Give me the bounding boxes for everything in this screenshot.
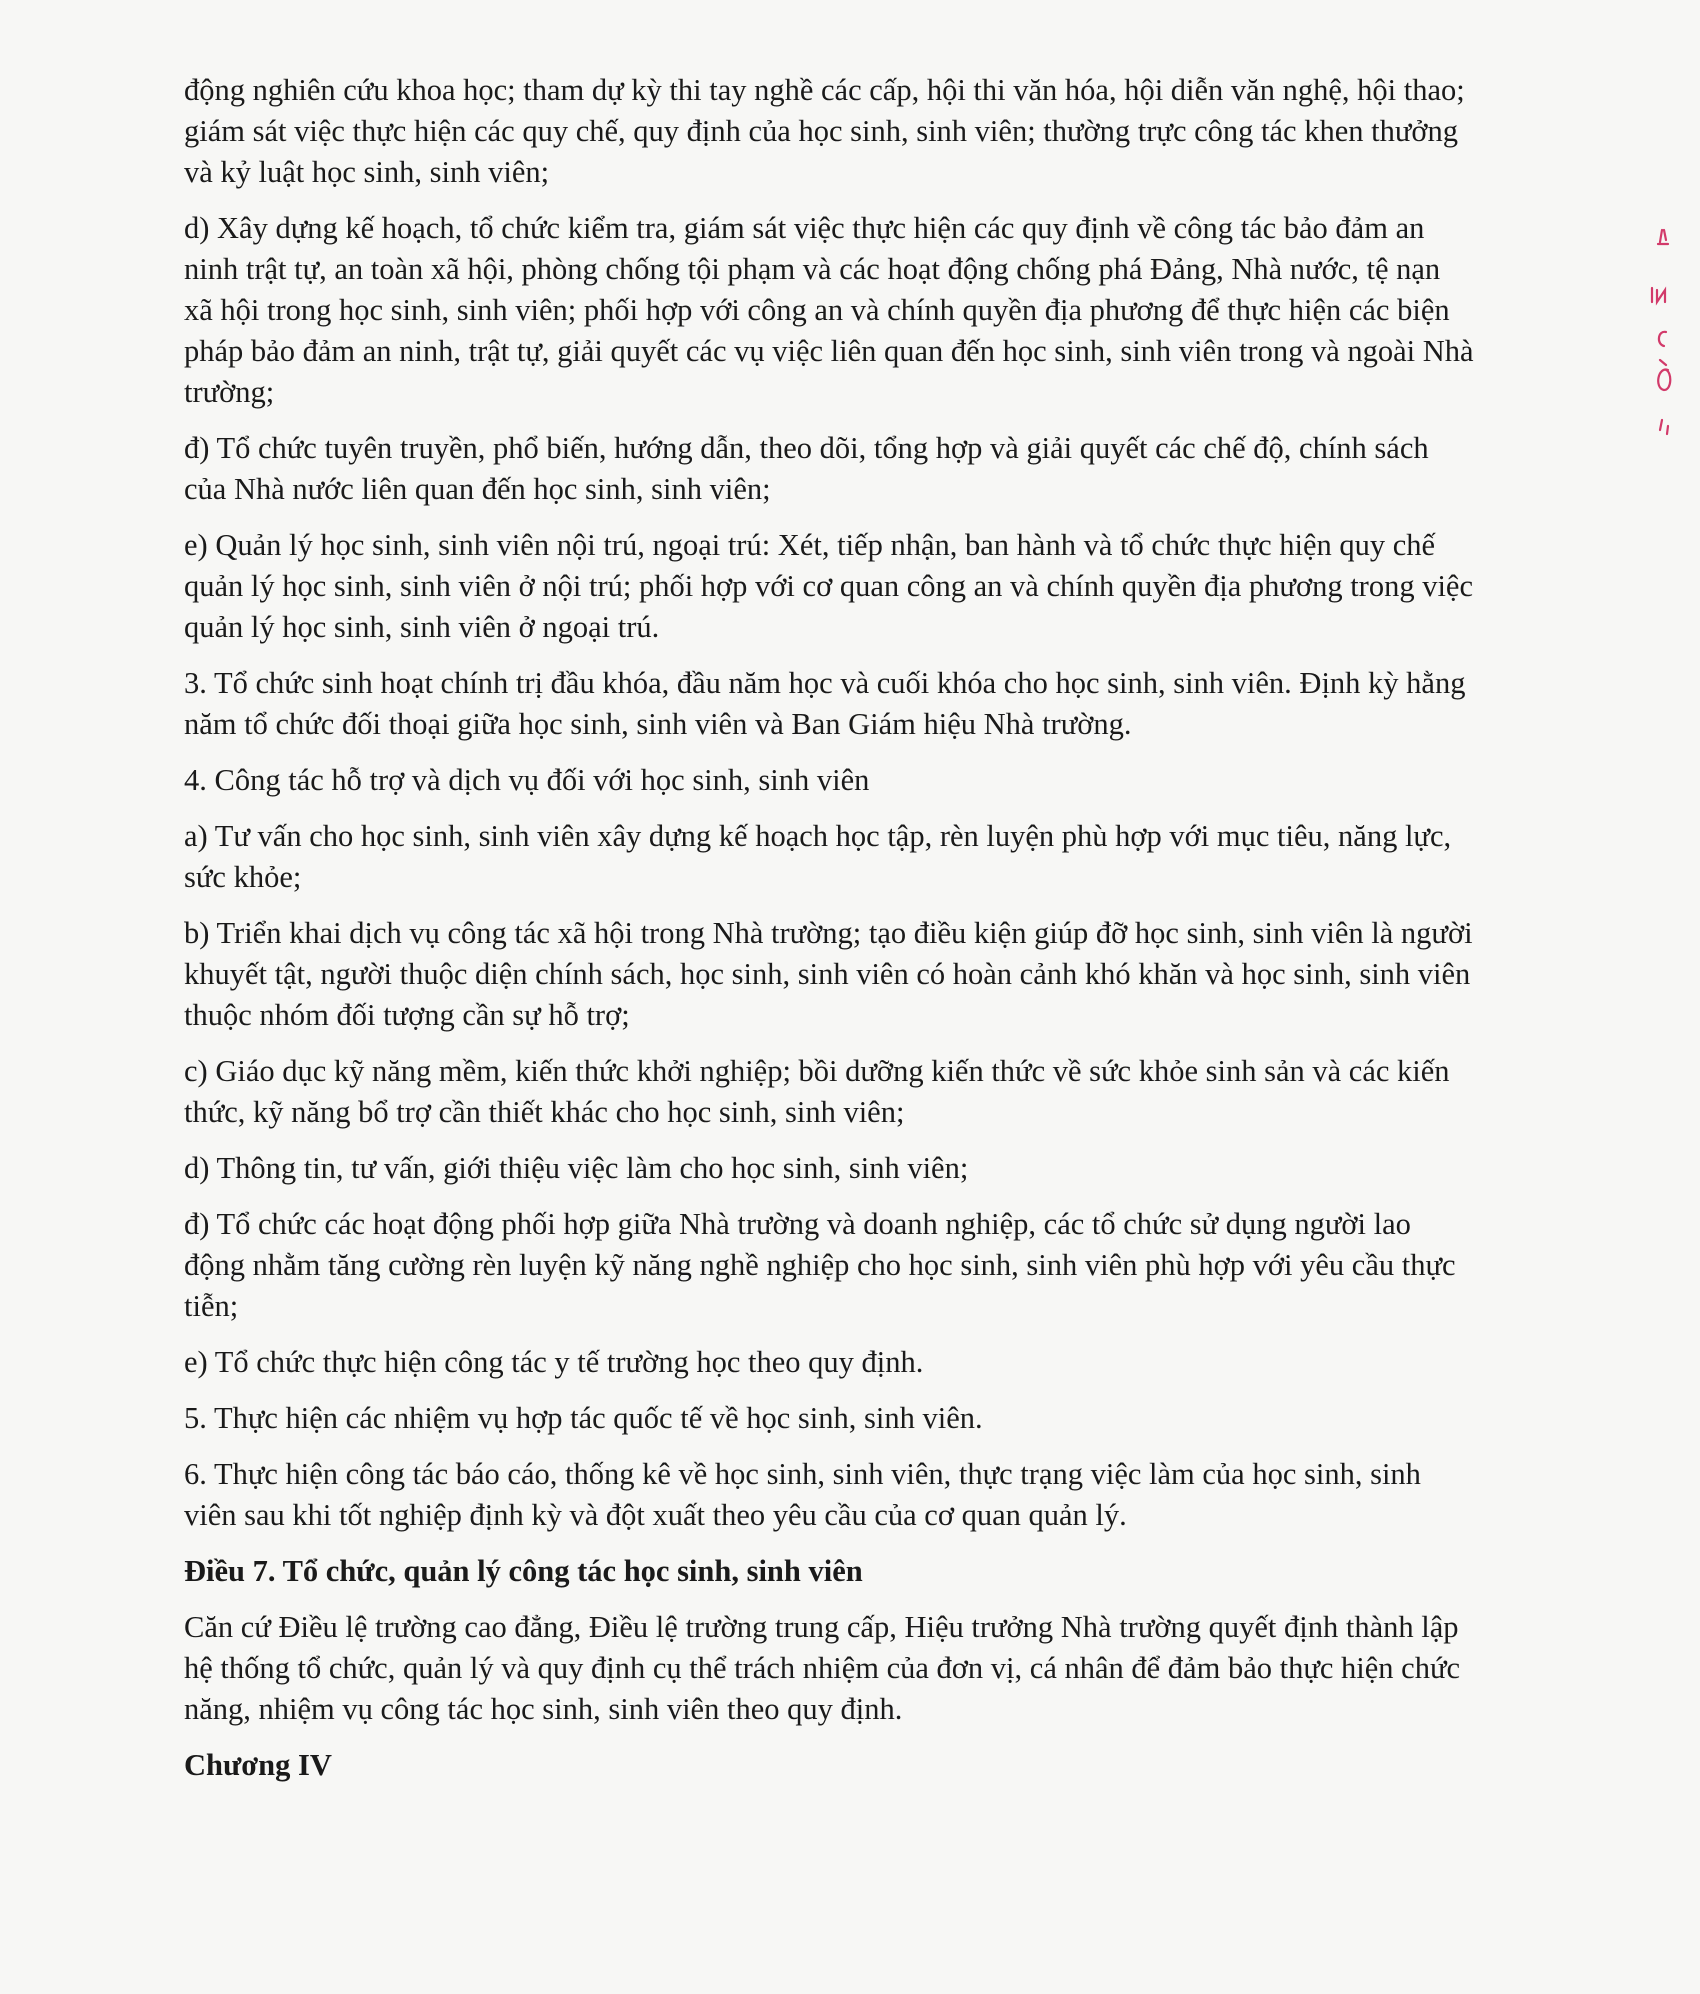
document-body [184,70,1474,1801]
paragraph-section-4: 4. Công tác hỗ trợ và dịch vụ đối với học sinh, sinh viên [184,763,870,797]
paragraph-item-b-social-work: b) Triển khai dịch vụ công tác xã hội trong Nhà trường; tạo điều kiện giúp đỡ học sinh, sinh viên là người khuyết tật, người thuộc diện chính sách, học sinh, sinh viên có hoàn cảnh khó khăn và học sinh, sinh viên thuộc nhóm đối tượng cần sự hỗ trợ; [184,916,1473,1032]
paragraph-section-6: 6. Thực hiện công tác báo cáo, thống kê về học sinh, sinh viên, thực trạng việc làm của học sinh, sinh viên sau khi tốt nghiệp định kỳ và đột xuất theo yêu cầu của cơ quan quản lý. [184,1457,1421,1532]
paragraph-item-dd-policy: đ) Tổ chức tuyên truyền, phổ biến, hướng dẫn, theo dõi, tổng hợp và giải quyết các chế độ, chính sách của Nhà nước liên quan đến học sinh, sinh viên; [184,431,1429,506]
paragraph-item-a-advising: a) Tư vấn cho học sinh, sinh viên xây dựng kế hoạch học tập, rèn luyện phù hợp với mục tiêu, năng lực, sức khỏe; [184,819,1452,894]
paragraph-item-e-residence: e) Quản lý học sinh, sinh viên nội trú, ngoại trú: Xét, tiếp nhận, ban hành và tổ chức thực hiện quy chế quản lý học sinh, sinh viên ở nội trú; phối hợp với cơ quan công an và chính quyền địa phương trong việc quản lý học sinh, sinh viên ở ngoại trú. [184,528,1473,644]
paragraph-item-d-employment: d) Thông tin, tư vấn, giới thiệu việc làm cho học sinh, sinh viên; [184,1151,969,1185]
paragraph-item-c-soft-skills: c) Giáo dục kỹ năng mềm, kiến thức khởi nghiệp; bồi dưỡng kiến thức về sức khỏe sinh sản và các kiến thức, kỹ năng bổ trợ cần thiết khác cho học sinh, sinh viên; [184,1054,1450,1129]
paragraph-section-3: 3. Tổ chức sinh hoạt chính trị đầu khóa, đầu năm học và cuối khóa cho học sinh, sinh viên. Định kỳ hằng năm tổ chức đối thoại giữa học sinh, sinh viên và Ban Giám hiệu Nhà trường. [184,666,1466,741]
paragraph-item-e-health: e) Tổ chức thực hiện công tác y tế trường học theo quy định. [184,1345,924,1379]
article-7-heading: Điều 7. Tổ chức, quản lý công tác học sinh, sinh viên [184,1554,863,1588]
article-7-body: Căn cứ Điều lệ trường cao đẳng, Điều lệ trường trung cấp, Hiệu trưởng Nhà trường quyết định thành lập hệ thống tổ chức, quản lý và quy định cụ thể trách nhiệm của đơn vị, cá nhân để đảm bảo thực hiện chức năng, nhiệm vụ công tác học sinh, sinh viên theo quy định. [184,1610,1461,1726]
margin-stamp-marks-icon [1640,220,1680,450]
paragraph-item-d-security: d) Xây dựng kế hoạch, tổ chức kiểm tra, giám sát việc thực hiện các quy định về công tác bảo đảm an ninh trật tự, an toàn xã hội, phòng chống tội phạm và các hoạt động chống phá Đảng, Nhà nước, tệ nạn xã hội trong học sinh, sinh viên; phối hợp với công an và chính quyền địa phương để thực hiện các biện pháp bảo đảm an ninh, trật tự, giải quyết các vụ việc liên quan đến học sinh, sinh viên trong và ngoài Nhà trường; [184,211,1474,409]
chapter-heading: Chương IV [184,1748,332,1782]
paragraph-continuation: động nghiên cứu khoa học; tham dự kỳ thi tay nghề các cấp, hội thi văn hóa, hội diễn văn nghệ, hội thao; giám sát việc thực hiện các quy chế, quy định của học sinh, sinh viên; thường trực công tác khen thưởng và kỷ luật học sinh, sinh viên; [184,73,1465,189]
paragraph-section-5: 5. Thực hiện các nhiệm vụ hợp tác quốc tế về học sinh, sinh viên. [184,1401,983,1435]
paragraph-item-dd-enterprise: đ) Tổ chức các hoạt động phối hợp giữa Nhà trường và doanh nghiệp, các tổ chức sử dụng người lao động nhằm tăng cường rèn luyện kỹ năng nghề nghiệp cho học sinh, sinh viên phù hợp với yêu cầu thực tiễn; [184,1207,1456,1323]
